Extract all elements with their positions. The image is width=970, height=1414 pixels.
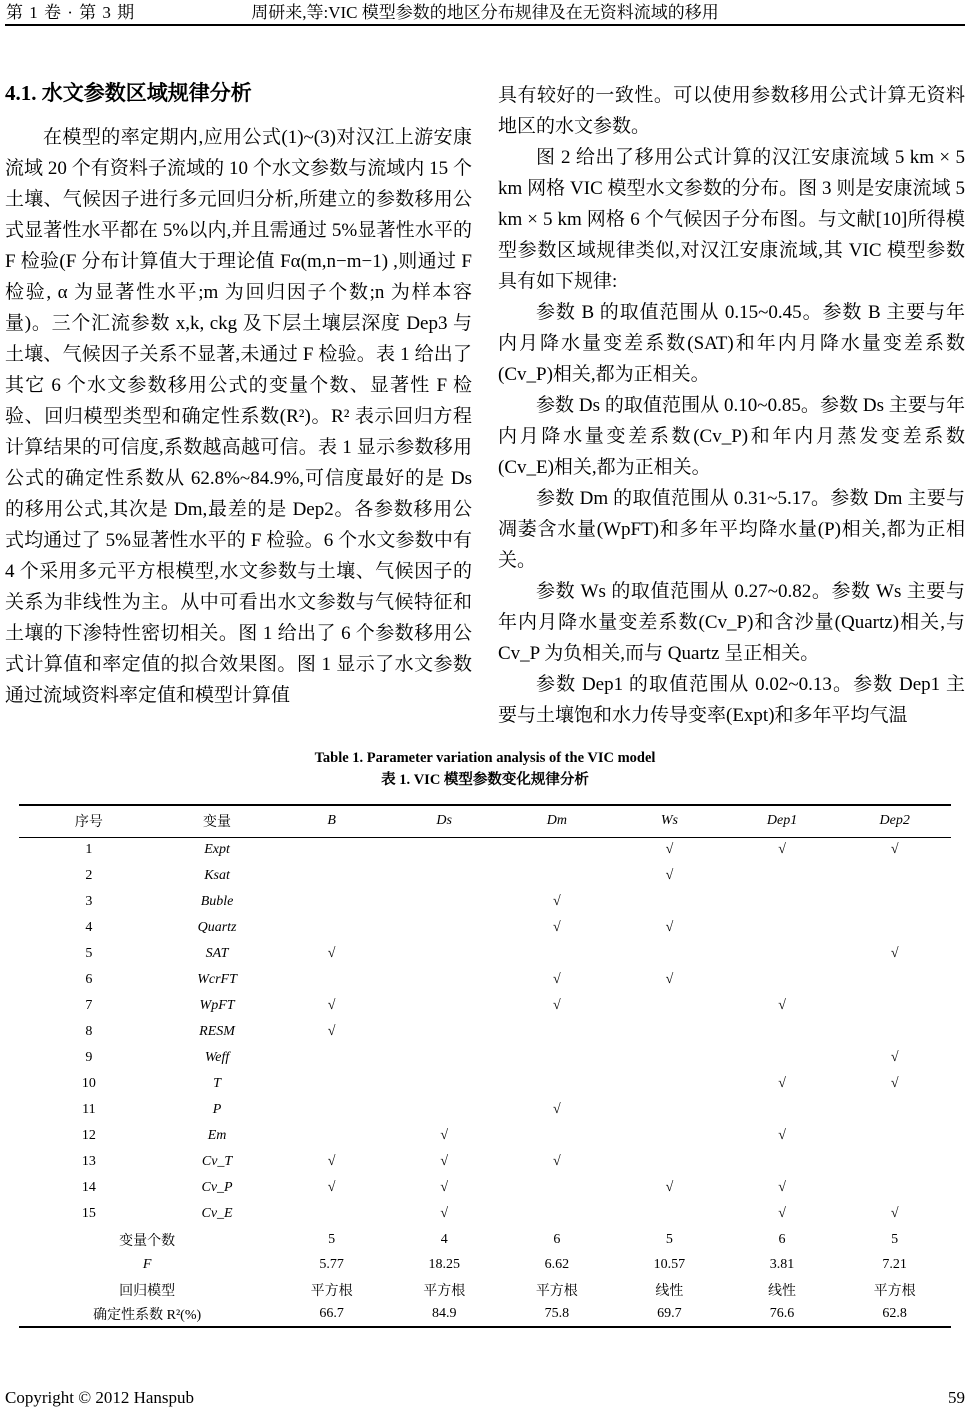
cell-variable-name: Cv_E xyxy=(201,1206,233,1221)
cell-variable-name: RESM xyxy=(199,1024,235,1039)
cell-row-number: 7 xyxy=(85,998,93,1013)
cell-empty xyxy=(613,1019,726,1045)
paragraph: 在模型的率定期内,应用公式(1)~(3)对汉江上游安康流域 20 个有资料子流域的 10 个水文参数与流域内 15 个土壤、气候因子进行多元回归分析,所建立的参数移用公式显著性水平都在 5%以内,并且需通过 5%显著性水平的 F 检验(F 分布计算值大于理论值 Fα(m,n−m−1) ,则通过 F 检验, α 为显著性水平;m 为回归因子个数;n 为样本容量)。三个汇流参数 x,k, ckg 及下层土壤层深度 Dep3 与土壤、气候因子关系不显著,未通过 F 检验。表 1 给出了其它 6 个水文参数移用公式的变量个数、显著性 F 检验、回归模型类型和确定性系数(R²)。R² 表示回归方程计算结果的可信度,系数越高越可信。表 1 显示参数移用公式的确定性系数从 62.8%~84.9%,可信度最好的是 Ds 的移用公式,其次是 Dm,最差的是 Dep2。各参数移用公式均通过了 5%显著性水平的 F 检验。6 个水文参数中有 4 个采用多元平方根模型,水文参数与土壤、气候因子的关系为非线性为主。从中可看出水文参数与气候特征和土壤的下渗特性密切相关。图 1 给出了 6 个参数移用公式计算值和率定值的拟合效果图。图 1 显示了水文参数通过流域资料率定值和模型计算值 xyxy=(5,127,472,706)
cell-checkmark: √ xyxy=(327,1180,336,1195)
cell-row-number: 2 xyxy=(85,868,93,883)
cell-summary-value: 6.62 xyxy=(544,1256,570,1272)
cell-empty xyxy=(613,1123,726,1149)
cell-empty xyxy=(501,1123,614,1149)
cell-row-number: 15 xyxy=(81,1206,96,1221)
cell-empty xyxy=(726,863,839,889)
cell-checkmark: √ xyxy=(327,1024,336,1039)
cell-checkmark: √ xyxy=(890,1050,899,1065)
cell-checkmark: √ xyxy=(890,1076,899,1091)
cell-empty xyxy=(388,1019,501,1045)
paragraph: 参数 Dm 的取值范围从 0.31~5.17。参数 Dm 主要与凋萎含水量(WpFT)和多年平均降水量(P)相关,都为正相关。 xyxy=(498,488,965,571)
cell-variable-name: P xyxy=(212,1102,222,1117)
cell-empty xyxy=(613,1149,726,1175)
table-row xyxy=(19,993,951,1019)
column-header-dep1: Dep1 xyxy=(726,805,839,837)
table-caption-zh: 表 1. VIC 模型参数变化规律分析 xyxy=(381,772,589,788)
cell-summary-value: 线性 xyxy=(768,1283,797,1299)
column-header-ds: Ds xyxy=(388,805,501,837)
cell-empty xyxy=(275,1097,388,1123)
issue-label: 第 1 卷 · 第 3 期 xyxy=(6,3,136,22)
cell-checkmark: √ xyxy=(778,842,786,858)
cell-empty xyxy=(388,863,501,889)
cell-empty xyxy=(388,915,501,941)
column-header-ws: Ws xyxy=(613,805,726,837)
cell-empty xyxy=(275,1201,388,1227)
table-summary-row xyxy=(19,1277,951,1302)
cell-summary-value: 75.8 xyxy=(544,1306,570,1321)
cell-row-number: 5 xyxy=(85,946,93,961)
column-header-dep2: Dep2 xyxy=(838,805,951,837)
cell-variable-name: Weff xyxy=(204,1050,230,1065)
cell-checkmark: √ xyxy=(665,842,674,858)
cell-summary-label: F xyxy=(142,1256,152,1272)
paragraph: 图 2 给出了移用公式计算的汉江安康流域 5 km × 5 km 网格 VIC 模型水文参数的分布。图 3 则是安康流域 5 km × 5 km 网格 6 个气候因子分布图。与文献[10]所得模型参数区域规律类似,对汉江安康流域,其 VIC 模型参数具有如下规律: xyxy=(498,147,965,292)
cell-empty xyxy=(726,967,839,993)
table-row xyxy=(19,1149,951,1175)
cell-summary-label: 确定性系数 R²(%) xyxy=(93,1308,202,1323)
cell-variable-name: Buble xyxy=(200,894,234,909)
paragraph: 参数 Dep1 的取值范围从 0.02~0.13。参数 Dep1 主要与土壤饱和水力传导变率(Expt)和多年平均气温 xyxy=(498,674,965,726)
cell-summary-value: 76.6 xyxy=(769,1306,795,1321)
cell-checkmark: √ xyxy=(665,1180,674,1195)
cell-variable-name: WcrFT xyxy=(197,972,237,987)
cell-summary-value: 5 xyxy=(328,1231,336,1247)
cell-checkmark: √ xyxy=(552,1102,561,1117)
cell-summary-value: 4 xyxy=(440,1231,448,1247)
table-summary-row xyxy=(19,1302,951,1327)
cell-variable-name: Ksat xyxy=(204,868,230,883)
cell-summary-value: 3.81 xyxy=(769,1256,795,1272)
cell-empty xyxy=(838,1175,951,1201)
cell-empty xyxy=(275,889,388,915)
table-block xyxy=(5,747,965,1328)
cell-empty xyxy=(275,915,388,941)
cell-empty xyxy=(613,889,726,915)
cell-variable-name: Expt xyxy=(204,842,230,858)
cell-variable-name: Cv_P xyxy=(201,1180,233,1195)
table-row xyxy=(19,1045,951,1071)
cell-summary-label: 变量个数 xyxy=(119,1233,176,1249)
paragraph: 参数 Ws 的取值范围从 0.27~0.82。参数 Ws 主要与年内月降水量变差系数(Cv_P)和含沙量(Quartz)相关,与 Cv_P 为负相关,而与 Quartz 呈正相关。 xyxy=(498,581,965,664)
cell-empty xyxy=(726,1019,839,1045)
cell-empty xyxy=(501,1201,614,1227)
cell-checkmark: √ xyxy=(778,998,786,1013)
cell-summary-value: 84.9 xyxy=(431,1306,457,1321)
cell-checkmark: √ xyxy=(440,1128,449,1143)
cell-empty xyxy=(501,941,614,967)
cell-checkmark: √ xyxy=(665,920,674,935)
cell-empty xyxy=(388,1045,501,1071)
cell-empty xyxy=(613,1045,726,1071)
table-row xyxy=(19,863,951,889)
cell-row-number: 8 xyxy=(85,1024,93,1039)
cell-empty xyxy=(388,1071,501,1097)
paragraph: 具有较好的一致性。可以使用参数移用公式计算无资料地区的水文参数。 xyxy=(498,85,965,137)
parameter-table xyxy=(19,804,951,1328)
table-row xyxy=(19,837,951,863)
table-row xyxy=(19,1123,951,1149)
cell-summary-value: 6 xyxy=(778,1231,786,1247)
cell-summary-value: 平方根 xyxy=(310,1283,353,1299)
page-header xyxy=(5,0,965,26)
cell-empty xyxy=(388,967,501,993)
cell-summary-value: 5 xyxy=(891,1231,899,1247)
cell-summary-value: 66.7 xyxy=(319,1306,344,1321)
cell-empty xyxy=(613,993,726,1019)
cell-empty xyxy=(501,1175,614,1201)
cell-summary-value: 10.57 xyxy=(653,1256,686,1272)
table-row xyxy=(19,967,951,993)
cell-checkmark: √ xyxy=(440,1206,449,1221)
cell-checkmark: √ xyxy=(665,868,674,883)
cell-empty xyxy=(388,837,501,863)
cell-variable-name: SAT xyxy=(205,946,229,961)
cell-row-number: 14 xyxy=(81,1180,96,1195)
cell-summary-value: 平方根 xyxy=(423,1283,466,1299)
cell-checkmark: √ xyxy=(552,998,561,1013)
column-header-dm: Dm xyxy=(501,805,614,837)
cell-empty xyxy=(501,837,614,863)
cell-summary-value: 69.7 xyxy=(657,1306,682,1321)
cell-row-number: 4 xyxy=(85,920,93,935)
cell-checkmark: √ xyxy=(552,920,561,935)
cell-empty xyxy=(838,889,951,915)
page-footer xyxy=(5,1388,965,1408)
cell-row-number: 13 xyxy=(81,1154,96,1169)
cell-checkmark: √ xyxy=(890,842,899,858)
cell-summary-value: 5 xyxy=(665,1231,673,1247)
cell-empty xyxy=(838,1019,951,1045)
table-row xyxy=(19,1071,951,1097)
cell-empty xyxy=(726,915,839,941)
cell-empty xyxy=(726,941,839,967)
cell-summary-label: 回归模型 xyxy=(119,1283,176,1299)
cell-row-number: 12 xyxy=(81,1128,96,1143)
cell-summary-value: 7.21 xyxy=(882,1256,907,1272)
cell-summary-value: 62.8 xyxy=(882,1306,907,1321)
cell-empty xyxy=(838,863,951,889)
column-header-no: 序号 xyxy=(19,805,159,837)
cell-checkmark: √ xyxy=(327,946,336,961)
table-row xyxy=(19,941,951,967)
running-title: 周研来,等:VIC 模型参数的地区分布规律及在无资料流域的移用 xyxy=(251,3,719,22)
table-row xyxy=(19,1201,951,1227)
cell-summary-value: 5.77 xyxy=(319,1256,344,1272)
cell-variable-name: Em xyxy=(207,1128,227,1143)
cell-empty xyxy=(838,1123,951,1149)
cell-empty xyxy=(838,915,951,941)
cell-checkmark: √ xyxy=(552,894,561,909)
paragraph: 参数 Ds 的取值范围从 0.10~0.85。参数 Ds 主要与年内月降水量变差系数(Cv_P)和年内月蒸发变差系数(Cv_E)相关,都为正相关。 xyxy=(498,395,965,478)
cell-row-number: 9 xyxy=(85,1050,93,1065)
table-summary-row xyxy=(19,1252,951,1277)
cell-checkmark: √ xyxy=(552,972,561,987)
left-column xyxy=(5,80,472,731)
cell-empty xyxy=(275,863,388,889)
right-column xyxy=(498,80,965,731)
cell-empty xyxy=(838,993,951,1019)
cell-row-number: 3 xyxy=(85,894,93,909)
cell-empty xyxy=(613,1097,726,1123)
table-header xyxy=(19,805,951,837)
cell-empty xyxy=(613,1201,726,1227)
page-number: 59 xyxy=(948,1388,965,1407)
cell-empty xyxy=(838,1149,951,1175)
table-caption-en: Table 1. Parameter variation analysis of the VIC model xyxy=(314,750,656,766)
cell-row-number: 6 xyxy=(85,972,93,987)
cell-checkmark: √ xyxy=(778,1128,786,1143)
cell-checkmark: √ xyxy=(778,1180,786,1195)
cell-row-number: 11 xyxy=(82,1102,96,1117)
cell-empty xyxy=(501,863,614,889)
body-columns xyxy=(5,80,965,731)
cell-checkmark: √ xyxy=(440,1180,449,1195)
cell-summary-value: 线性 xyxy=(655,1283,684,1299)
cell-checkmark: √ xyxy=(665,972,674,987)
cell-empty xyxy=(275,1123,388,1149)
cell-empty xyxy=(501,1071,614,1097)
table-row xyxy=(19,1175,951,1201)
cell-variable-name: T xyxy=(213,1076,221,1091)
cell-empty xyxy=(275,967,388,993)
cell-checkmark: √ xyxy=(890,1206,899,1221)
cell-checkmark: √ xyxy=(327,1154,336,1169)
cell-empty xyxy=(275,1045,388,1071)
cell-empty xyxy=(838,967,951,993)
cell-empty xyxy=(501,1045,614,1071)
cell-checkmark: √ xyxy=(440,1154,449,1169)
cell-empty xyxy=(613,941,726,967)
table-header-row xyxy=(19,805,951,837)
cell-empty xyxy=(838,1097,951,1123)
column-header-b: B xyxy=(275,805,388,837)
table-body xyxy=(19,837,951,1327)
cell-empty xyxy=(501,1019,614,1045)
cell-empty xyxy=(613,1071,726,1097)
cell-empty xyxy=(726,1149,839,1175)
cell-checkmark: √ xyxy=(778,1206,786,1221)
cell-empty xyxy=(726,889,839,915)
cell-empty xyxy=(275,837,388,863)
copyright-text: Copyright © 2012 Hanspub xyxy=(5,1388,195,1407)
cell-empty xyxy=(726,1097,839,1123)
cell-checkmark: √ xyxy=(327,998,336,1013)
cell-variable-name: Cv_T xyxy=(201,1154,233,1169)
paragraph: 参数 B 的取值范围从 0.15~0.45。参数 B 主要与年内月降水量变差系数(SAT)和年内月降水量变差系数(Cv_P)相关,都为正相关。 xyxy=(498,302,965,385)
cell-empty xyxy=(388,941,501,967)
column-header-var: 变量 xyxy=(159,805,276,837)
cell-row-number: 10 xyxy=(81,1076,96,1091)
table-row xyxy=(19,889,951,915)
cell-summary-value: 18.25 xyxy=(428,1256,460,1272)
cell-empty xyxy=(388,889,501,915)
cell-empty xyxy=(726,1045,839,1071)
cell-summary-value: 平方根 xyxy=(873,1283,916,1299)
cell-checkmark: √ xyxy=(778,1076,786,1091)
cell-variable-name: WpFT xyxy=(199,998,235,1013)
table-row xyxy=(19,1097,951,1123)
cell-empty xyxy=(275,1071,388,1097)
cell-variable-name: Quartz xyxy=(197,920,237,935)
cell-row-number: 1 xyxy=(85,842,93,858)
section-heading: 4.1. 水文参数区域规律分析 xyxy=(5,81,252,105)
cell-checkmark: √ xyxy=(890,946,899,961)
cell-empty xyxy=(388,1097,501,1123)
cell-summary-value: 平方根 xyxy=(535,1283,578,1299)
table-summary-row xyxy=(19,1227,951,1252)
cell-checkmark: √ xyxy=(552,1154,561,1169)
cell-summary-value: 6 xyxy=(553,1231,561,1247)
cell-empty xyxy=(388,993,501,1019)
table-row xyxy=(19,915,951,941)
table-row xyxy=(19,1019,951,1045)
